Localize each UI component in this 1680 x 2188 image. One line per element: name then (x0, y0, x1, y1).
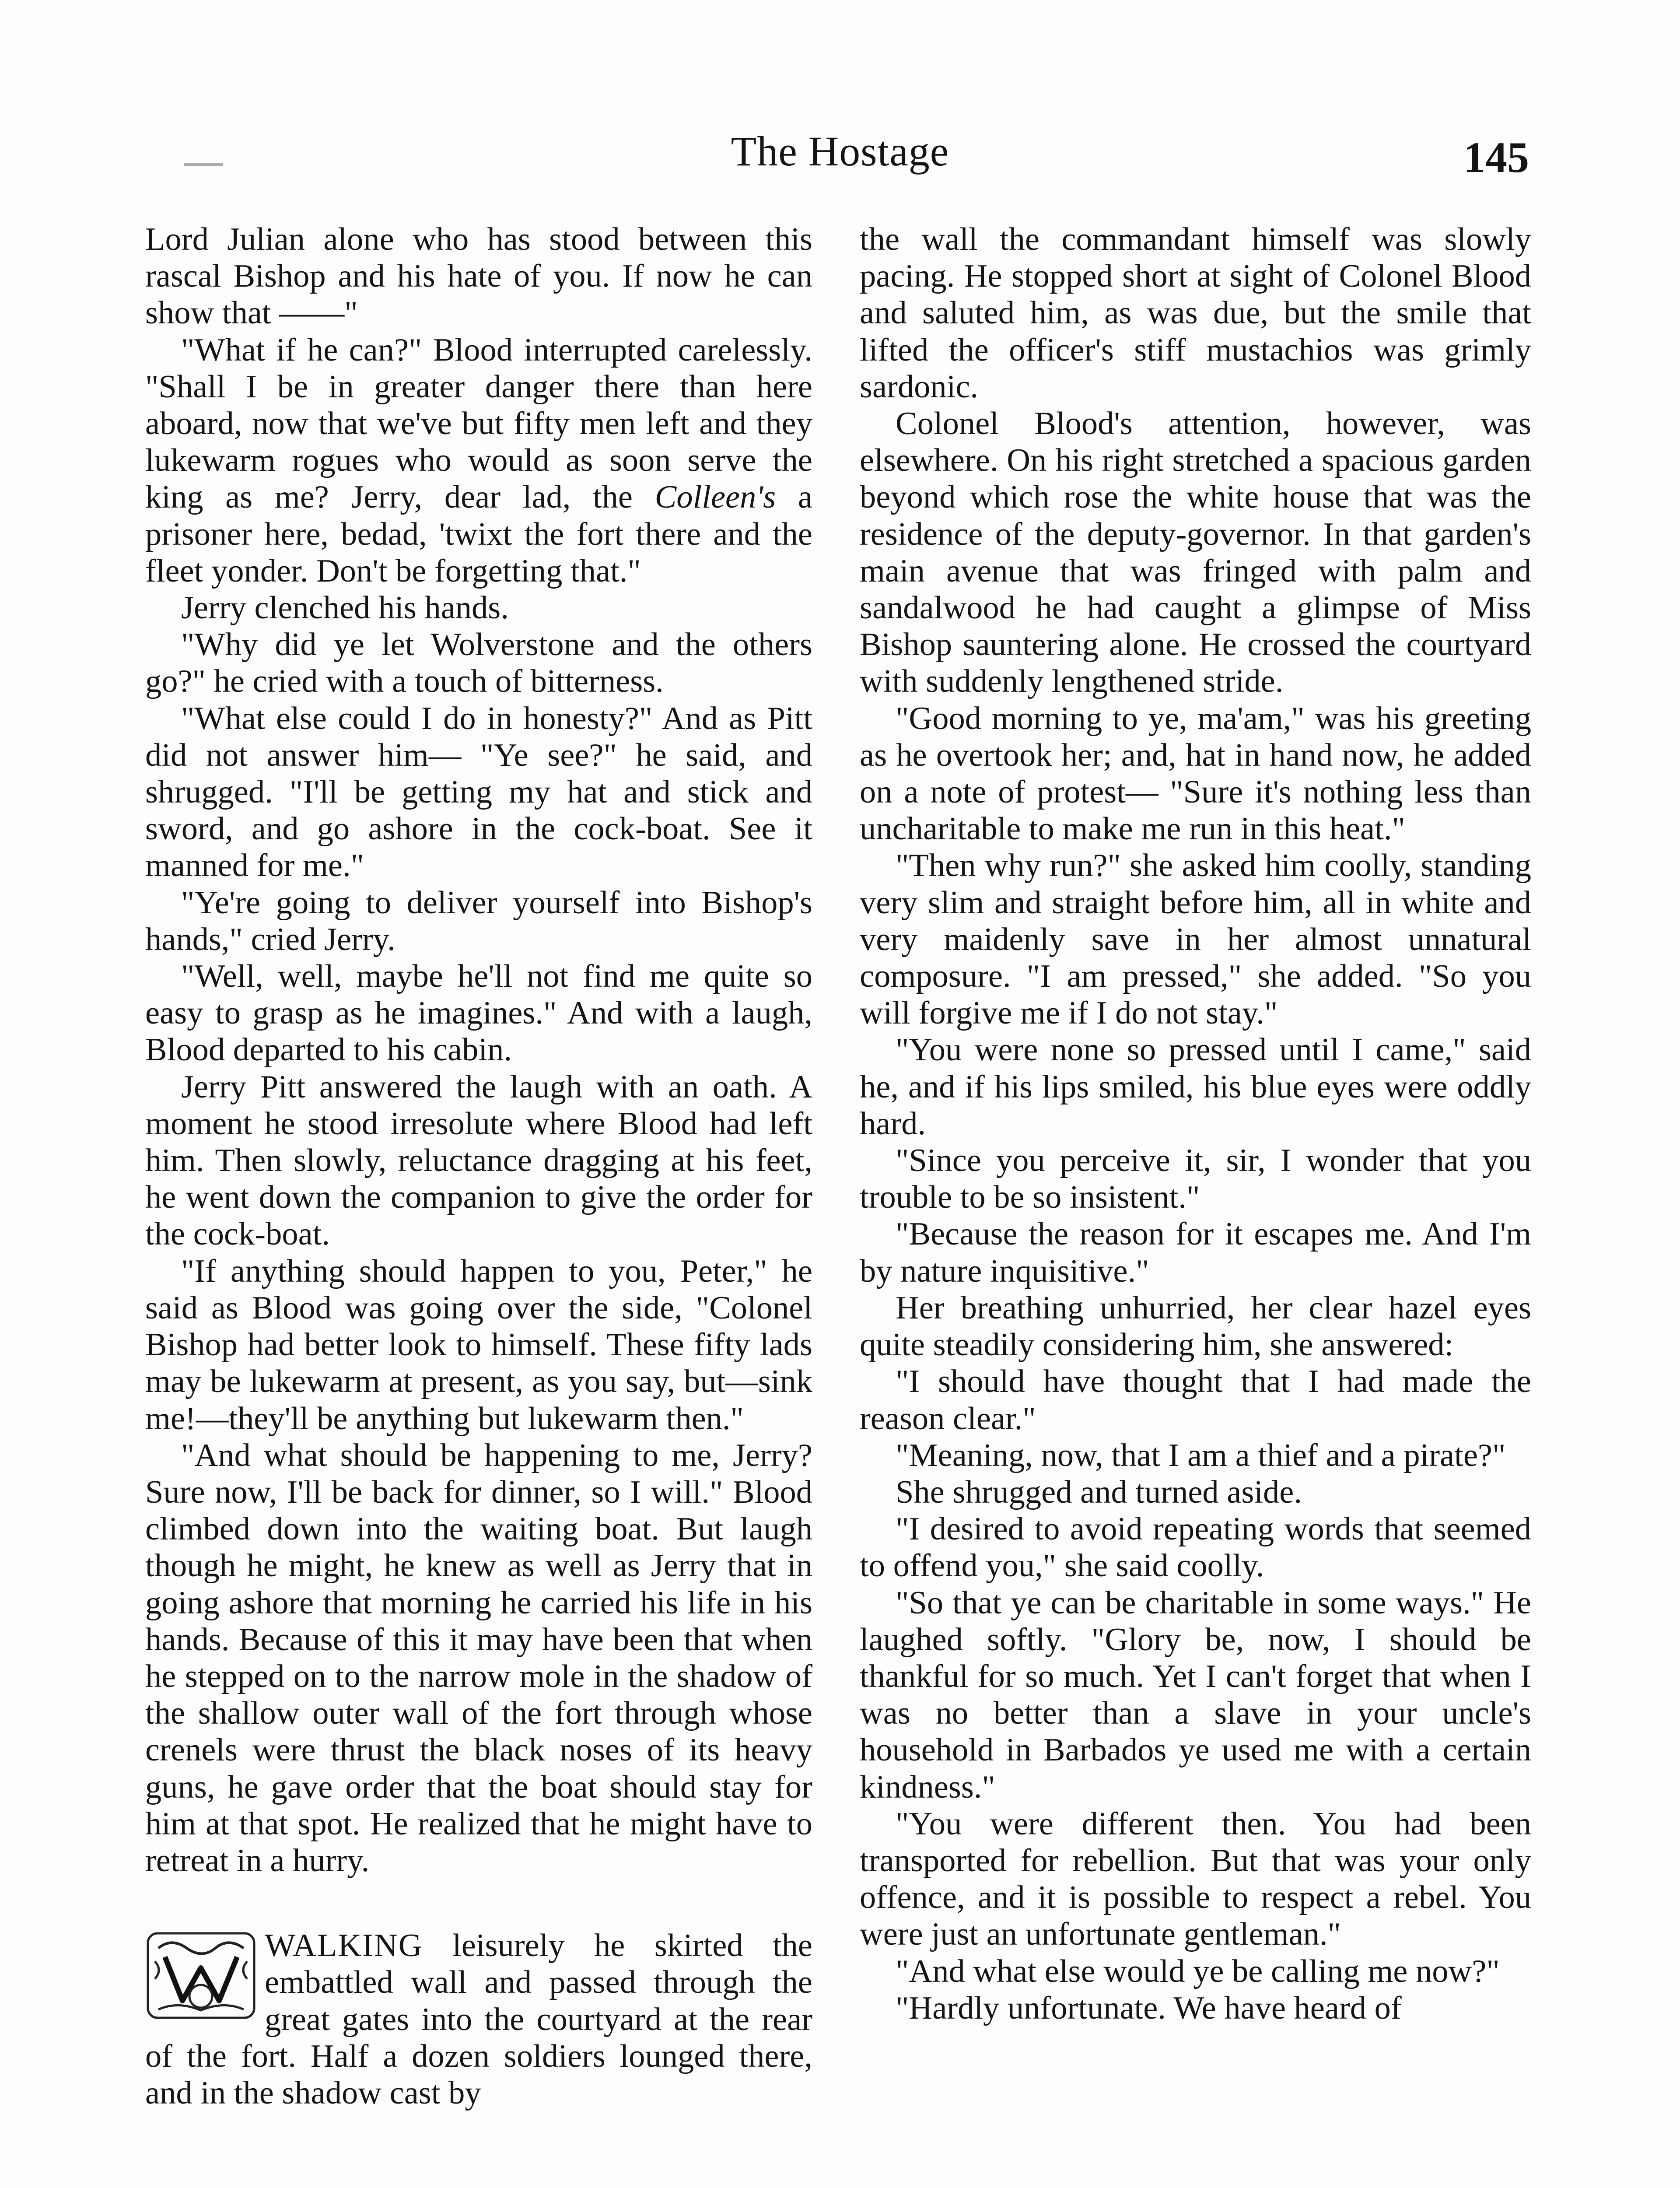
paragraph: "I should have thought that I had made the reason clear." (860, 1364, 1531, 1437)
paragraph: "Because the reason for it escapes me. And I'm by nature inquisitive." (860, 1216, 1531, 1289)
paragraph: Her breathing unhurried, her clear hazel eyes quite steadily considering him, she answered: (860, 1290, 1531, 1363)
paragraph: "You were none so pressed until I came," said he, and if his lips smiled, his blue eyes were oddly hard. (860, 1032, 1531, 1142)
paragraph: "What else could I do in honesty?" And as Pitt did not answer him— "Ye see?" he said, and shrugged. "I'll be getting my hat and stick and sword, and go ashore in the cock-boat. See it manned for me." (145, 700, 812, 884)
paragraph: She shrugged and turned aside. (896, 1474, 1302, 1510)
paragraph: Colonel Blood's attention, however, was elsewhere. On his right stretched a spacious garden beyond which rose the white house that was the residence of the deputy-governor. In that garden's main avenue that was fringed with palm and sandalwood he had caught a glimpse of Miss Bishop sauntering alone. He crossed the courtyard with suddenly lengthened stride. (860, 406, 1531, 700)
section-opening-paragraph: WALKING leisurely he skirted the embattled wall and passed through the great gates into the courtyard at the rear of the fort. Half a dozen soldiers lounged there, and in the shadow cast by (145, 1928, 812, 2111)
paragraph: Lord Julian alone who has stood between this rascal Bishop and his hate of you. If now he can show that ——" (145, 221, 812, 331)
ship-name: Colleen's (654, 479, 776, 515)
paragraph: "Meaning, now, that I am a thief and a pirate?" (896, 1437, 1506, 1473)
paragraph: Jerry clenched his hands. (181, 590, 509, 626)
paragraph: "Then why run?" she asked him coolly, standing very slim and straight before him, all in white and very maidenly save in her almost unnatural composure. "I am pressed," she added. "So you will forgive me if I do not stay." (860, 848, 1531, 1031)
paragraph: "Well, well, maybe he'll not find me quite so easy to grasp as he imagines." And with a laugh, Blood departed to his cabin. (145, 958, 812, 1068)
right-column (860, 221, 1531, 2027)
paragraph: "What if he can?" Blood interrupted carelessly. "Shall I be in greater danger there than here aboard, now that we've but fifty men left and they lukewarm rogues who would as soon serve the king as me? Jerry, dear lad, the Colleen's a prisoner here, bedad, 'twixt the fort there and the fleet yonder. Don't be forgetting that." (145, 332, 812, 589)
lead-word: WALKING (265, 1928, 423, 1964)
paragraph: "Ye're going to deliver yourself into Bishop's hands," cried Jerry. (145, 884, 812, 957)
paragraph: "And what should be happening to me, Jerry? Sure now, I'll be back for dinner, so I will." Blood climbed down into the waiting boat. But laugh though he might, he knew as well as Jerry that in going ashore that morning he carried his life in his hands. Because of this it may have been that when he stepped on to the narrow mole in the shadow of the shallow outer wall of the fort through whose crenels were thrust the black noses of its heavy guns, he gave order that the boat should stay for him at that spot. He realized that he might have to retreat in a hurry. (145, 1437, 812, 1879)
page-number: 145 (1463, 133, 1529, 182)
running-head (0, 127, 1680, 188)
paragraph: "If anything should happen to you, Peter," he said as Blood was going over the side, "Colonel Bishop had better look to himself. These fifty lads may be lukewarm at present, as you say, but—sink me!—they'll be anything but lukewarm then." (145, 1253, 812, 1437)
chapter-title: The Hostage (731, 128, 949, 175)
paragraph: "Since you perceive it, sir, I wonder that you trouble to be so insistent." (860, 1143, 1531, 1216)
paragraph: "Why did ye let Wolverstone and the others go?" he cried with a touch of bitterness. (145, 627, 812, 700)
paragraph: the wall the commandant himself was slowly pacing. He stopped short at sight of Colonel Blood and saluted him, as was due, but the smile that lifted the officer's stiff mustachios was grimly sardonic. (860, 221, 1531, 405)
paragraph: "Hardly unfortunate. We have heard of (896, 1990, 1402, 2026)
paragraph: "You were different then. You had been transported for rebellion. But that was your only offence, and it is possible to respect a rebel. You were just an unfortunate gentleman." (860, 1806, 1531, 1953)
paragraph: Jerry Pitt answered the laugh with an oath. A moment he stood irresolute where Blood had left him. Then slowly, reluctance dragging at his feet, he went down the companion to give the order for the cock-boat. (145, 1069, 812, 1252)
ornamental-initial-w-icon (145, 1931, 257, 2020)
paragraph: "Good morning to ye, ma'am," was his greeting as he overtook her; and, hat in hand now, he added on a note of protest— "Sure it's nothing less than uncharitable to make me run in this heat." (860, 700, 1531, 847)
paragraph: "I desired to avoid repeating words that seemed to offend you," she said coolly. (860, 1511, 1531, 1584)
paragraph: "So that ye can be charitable in some ways." He laughed softly. "Glory be, now, I should be thankful for so much. Yet I can't forget that when I was no better than a slave in your uncle's household in Barbados ye used me with a certain kindness." (860, 1585, 1531, 1805)
left-column (145, 221, 812, 2111)
paragraph: "And what else would ye be calling me now?" (896, 1953, 1500, 1989)
